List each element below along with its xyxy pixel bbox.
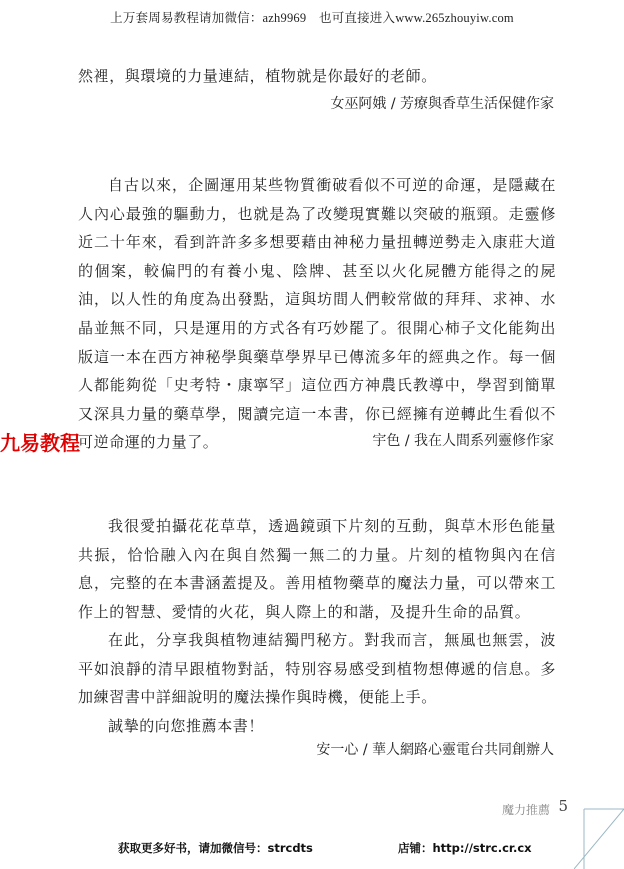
footer-section-label: 魔力推薦 [501, 803, 550, 817]
corner-decoration [574, 799, 624, 869]
section3-paragraph-2: 在此，分享我與植物連結獨門秘方。對我而言，無風也無雲，波平如浪靜的清早跟植物對話，特別容易感受到植物想傳遞的信息。多加練習書中詳細說明的魔法操作與時機，便能上手。 [78, 631, 556, 707]
footer-shop-link[interactable]: 店铺：http://strc.cr.cx [398, 841, 532, 855]
section1-signature: 女巫阿娥 / 芳療與香草生活保健作家 [330, 96, 554, 112]
top-banner: 上万套周易教程请加微信：azh9969 也可直接进入www.265zhouyiw.com [110, 11, 514, 25]
section3-paragraph-3: 誠摯的向您推薦本書！ [108, 717, 265, 735]
section2-text: 自古以來，企圖運用某些物質衝破看似不可逆的命運，是隱藏在人內心最強的驅動力，也就是為了改變現實難以突破的瓶頸。走靈修近二十年來，看到許許多多想要藉由神秘力量扭轉逆勢走入康莊大道的個案，較偏門的有養小鬼、陰牌、甚至以火化屍體方能得之的屍油，以人性的角度為出發點，這與坊間人們較常做的拜拜、求神、水晶並無不同，只是運用的方式各有巧妙罷了。很開心柿子文化能夠出版這一本在西方神秘學與藥草學界早已傳流多年的經典之作。每一個人都能夠從「史考特・康寧罕」這位西方神農氏教導中，學習到簡單又深具力量的藥草學，閱讀完這一本書，你已經擁有逆轉此生看似不可逆命運的力量了。 [78, 176, 556, 452]
section1-text: 然裡，與環境的力量連結，植物就是你最好的老師。 [78, 67, 437, 85]
section2-signature: 宇色 / 我在人間系列靈修作家 [372, 433, 554, 449]
footer-wechat-promo: 获取更多好书，请加微信号：strcdts [118, 841, 313, 855]
page-number: 5 [558, 797, 568, 815]
section3-paragraph-1: 我很愛拍攝花花草草，透過鏡頭下片刻的互動，與草木形色能量共振，恰恰融入內在與自然獨一無二的力量。片刻的植物與內在信息，完整的在本書涵蓋提及。善用植物藥草的魔法力量，可以帶來工作上的智慧、愛情的火花，與人際上的和諧，及提升生命的品質。 [78, 517, 556, 621]
section3-signature: 安一心 / 華人網路心靈電台共同創辦人 [316, 742, 554, 758]
watermark-text: 九易教程 [0, 431, 80, 455]
